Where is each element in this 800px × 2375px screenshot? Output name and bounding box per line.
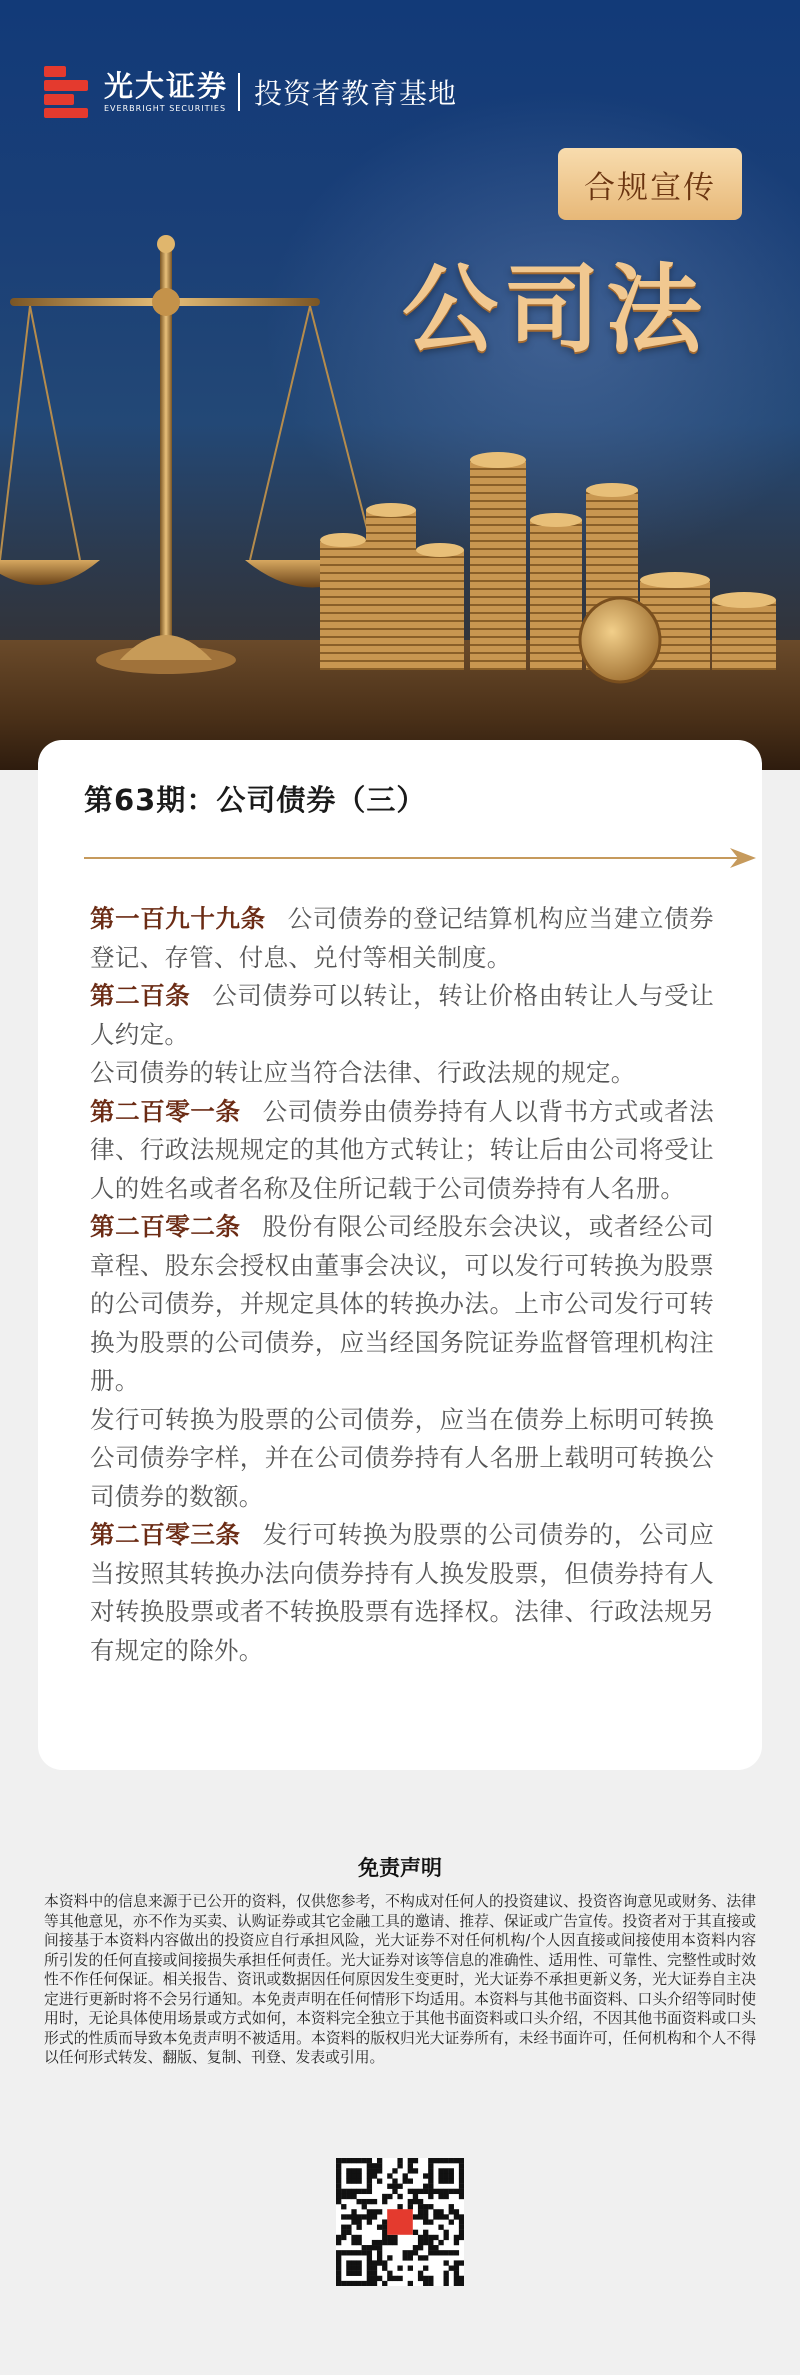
qr-code-icon[interactable] <box>336 2158 464 2286</box>
article-paragraph <box>90 1208 714 1401</box>
article-text: 公司债券由债券持有人以背书方式或者法律、行政法规规定的其他方式转让；转让后由公司将受让人的姓名或者名称及住所记载于公司债券持有人名册。 <box>90 1096 714 1203</box>
article-text: 公司债券的转让应当符合法律、行政法规的规定。 <box>90 1058 636 1087</box>
article-list <box>90 900 714 1670</box>
article-paragraph <box>90 977 714 1054</box>
page-title: 公司法 <box>402 253 708 366</box>
everbright-logo-icon <box>44 66 92 118</box>
disclaimer-body: 本资料中的信息来源于已公开的资料，仅供您参考，不构成对任何人的投资建议、投资咨询意见或财务、法律等其他意见，亦不作为买卖、认购证券或其它金融工具的邀请、推荐、保证或广告宣传。投资者对于其直接或间接基于本资料内容做出的投资应自行承担风险，光大证券不对任何机构/个人因直接或间接使用本资料内容所引发的任何直接或间接损失承担任何责任。光大证券对该等信息的准确性、适用性、可靠性、完整性或时效性不作任何保证。相关报告、资讯或数据因任何原因发生变更时，光大证券不承担更新义务，光大证券自主决定进行更新时将不会另行通知。本免责声明在任何情形下均适用。本资料与其他书面资料、口头介绍等同时使用时，无论具体使用场景或方式如何，本资料完全独立于其他书面资料或口头介绍，不因其他书面资料或口头形式的性质而导致本免责声明不被适用。本资料的版权归光大证券所有，未经书面许可，任何机构和个人不得以任何形式转发、翻版、复制、刊登、发表或引用。 <box>44 1893 756 2066</box>
content-card <box>38 740 762 1770</box>
article-number: 第二百零一条 <box>90 1096 241 1126</box>
article-number: 第二百条 <box>90 981 191 1010</box>
disclaimer-title: 免责声明 <box>358 1856 442 1880</box>
article-number: 第一百九十九条 <box>90 904 266 933</box>
article-paragraph <box>90 900 714 977</box>
article-paragraph <box>90 1516 714 1670</box>
article-number: 第二百零二条 <box>90 1212 241 1241</box>
logo-divider <box>238 73 240 111</box>
article-text: 公司债券的登记结算机构应当建立债券登记、存管、付息、兑付等相关制度。 <box>90 904 714 972</box>
arrow-right-icon <box>84 846 760 870</box>
compliance-badge: 合规宣传 <box>558 148 742 220</box>
article-text: 股份有限公司经股东会决议，或者经公司章程、股东会授权由董事会决议，可以发行可转换为股票的公司债券，并规定具体的转换办法。上市公司发行可转换为股票的公司债券，应当经国务院证券监督管理机构注册。 <box>90 1212 714 1395</box>
article-paragraph <box>90 1093 714 1209</box>
article-paragraph <box>90 1054 714 1093</box>
brand-subtitle: 投资者教育基地 <box>254 77 458 110</box>
brand-name-en: EVERBRIGHT SECURITIES <box>104 104 227 113</box>
article-paragraph <box>90 1401 714 1517</box>
article-text: 公司债券可以转让，转让价格由转让人与受让人约定。 <box>90 981 715 1049</box>
brand-logo[interactable] <box>44 62 457 122</box>
article-number: 第二百零三条 <box>90 1520 241 1549</box>
brand-name-cn: 光大证券 <box>104 69 229 103</box>
article-text: 发行可转换为股票的公司债券的，公司应当按照其转换办法向债券持有人换发股票，但债券持有人对转换股票或者不转换股票有选择权。法律、行政法规另有规定的除外。 <box>90 1520 714 1665</box>
coin-stacks-illustration <box>320 430 800 690</box>
issue-title: 第63期：公司债券（三） <box>84 783 427 817</box>
hero-banner <box>0 0 800 770</box>
brand-name <box>104 69 228 115</box>
article-text: 发行可转换为股票的公司债券，应当在债券上标明可转换公司债券字样，并在公司债券持有人名册上载明可转换公司债券的数额。 <box>90 1404 714 1511</box>
